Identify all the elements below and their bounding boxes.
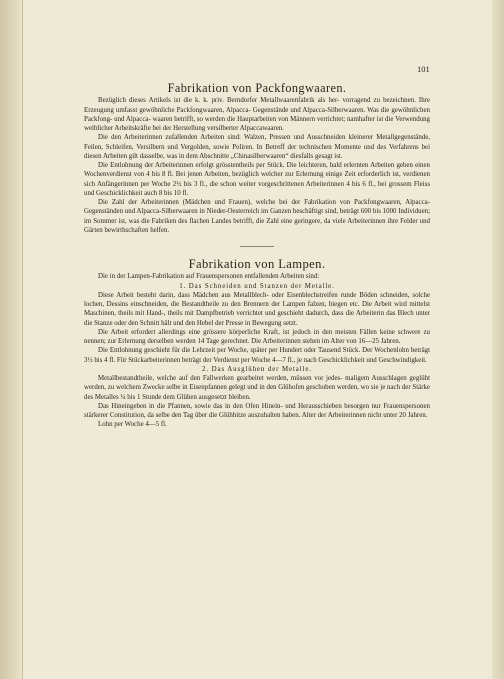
paragraph: Die den Arbeiterinnen zufallenden Arbeiten sind: Walzen, Pressen und Ausschneiden kleinerer Metallgegenstände, Feilen, Schleifen, Versilbern und Vergolden, sowie Poliren. In Betreff der technischen Momente und des Verfahrens bei diesen Arbeiten gilt dasselbe, was in dem Abschnitte „Chinasilberwaaren“ diesfalls gesagt ist. <box>84 134 430 160</box>
section-divider <box>240 246 274 247</box>
paragraph: Die Entlohnung geschieht für die Lehrzeit per Woche, später per Hundert oder Tausend Stück. Der Wochenlohn beträgt 3½ bis 4 fl. Für Stückarbeiterinnen beträgt der Verdienst per Woche 4—7 fl., je nach Geschicklichkeit und Geschwindigkeit. <box>84 347 430 364</box>
paragraph: Metallbestandtheile, welche auf den Fallwerken gearbeitet werden, müssen vor jedes- maligem Ausschlagen geglüht werden, zu welchem Zwecke selbe in Eisenpfannen gelegt und in den Glühofen geschoben werden, wo sie je nach der Stärke des Metalles ¼ bis 1 Stunde dem Glühen ausgesetzt bleiben. <box>84 375 430 401</box>
paragraph: Die Arbeit erfordert allerdings eine grössere körperliche Kraft, ist jedoch in den meisten Fällen keine schwere zu nennen; zur Erlernung derselben werden 14 Tage gerechnet. Die Arbeiterinnen stehen im Alter von 16—25 Jahren. <box>84 328 430 345</box>
paragraph: Das Hineingeben in die Pfannen, sowie das in den Ofen Hinein- und Herausschieben besorgen nur Frauenspersonen stärkerer Constitution, da selbe den Tag über die Glühhitze auszuhalten haben. Alter der Arbeiterinnen nicht unter 20 Jahren. <box>84 402 430 419</box>
section-heading-lampen: Fabrikation von Lampen. <box>188 257 326 271</box>
subheading: 2. Das Ausglühen der Metalle. <box>202 365 312 373</box>
paragraph: Diese Arbeit besteht darin, dass Mädchen aus Metallblech- oder Eisenblechstreifen runde Böden schneiden, solche lochen, Dessins einschneiden, die Bestandtheile zu den Brennern der Lampen falzen, biegen etc. Die Arbeit wird mittelst Maschinen, theils mit Hand-, theils mit Dampfbetrieb verrichtet und geschieht dadurch, dass die Arbeiterin das Blech unter die Stanze oder den Schnitt hält und den Hebel der Presse in Bewegung setzt. <box>84 291 430 327</box>
paragraph: Die Zahl der Arbeiterinnen (Mädchen und Frauen), welche bei der Fabrikation von Packfongwaaren, Alpacca-Gegenständen und Alpacca-Silberwaaren in Nieder-Oesterreich im Ganzen beschäftigt sind, beträgt 600 bis 1000 Individuen; im Sommer ist, was die Fabriken des flachen Landes betrifft, die Zahl eine geringere, da viele Arbeiterinnen ihre Felder und Gärten bewirthschaften helfen. <box>84 199 430 234</box>
paragraph: Bezüglich dieses Artikels ist die k. k. priv. Berndorfer Metallwaarenfabrik als her- vorragend zu bezeichnen. Ihre Erzeugung umfasst gewöhnliche Packfongwaaren, Alpacca- Gegenstände und Alpacca-Silberwaaren. Was die gewöhnlichen Packfong- und Alpacca- waaren betrifft, so werden die Hauptarbeiten von Männern verrichtet; namhafter ist die Verwendung weiblicher Arbeitskräfte bei der Herstellung versilberter Alpaccawaaren. <box>84 97 430 132</box>
page-gutter <box>0 0 23 679</box>
paragraph: Die Entlohnung der Arbeiterinnen erfolgt grösstentheils per Stück. Die leichteren, bald erlernten Arbeiten geben einen Wochenverdienst von 4 bis 8 fl. Bei jenen Arbeiten, bezüglich welcher zur Erlernung einige Zeit erforderlich ist, verdienen sich Anfängerinnen per Woche 2½ bis 3 fl., die schon weiter vorgeschrittenen Arbeiterinnen 4 bis 6 fl., bei grossem Fleiss und Geschicklichkeit auch 8 bis 10 fl. <box>84 162 430 197</box>
page-number: 101 <box>417 64 430 74</box>
page-edge <box>492 0 504 679</box>
page-text <box>84 58 430 430</box>
paragraph: Lohn per Woche 4—5 fl. <box>98 421 167 429</box>
section-heading-packfong: Fabrikation von Packfongwaaren. <box>167 81 347 95</box>
subheading: 1. Das Schneiden und Stanzen der Metalle. <box>179 282 335 290</box>
paragraph: Die in der Lampen-Fabrikation auf Frauenspersonen entfallenden Arbeiten sind: <box>98 273 320 281</box>
